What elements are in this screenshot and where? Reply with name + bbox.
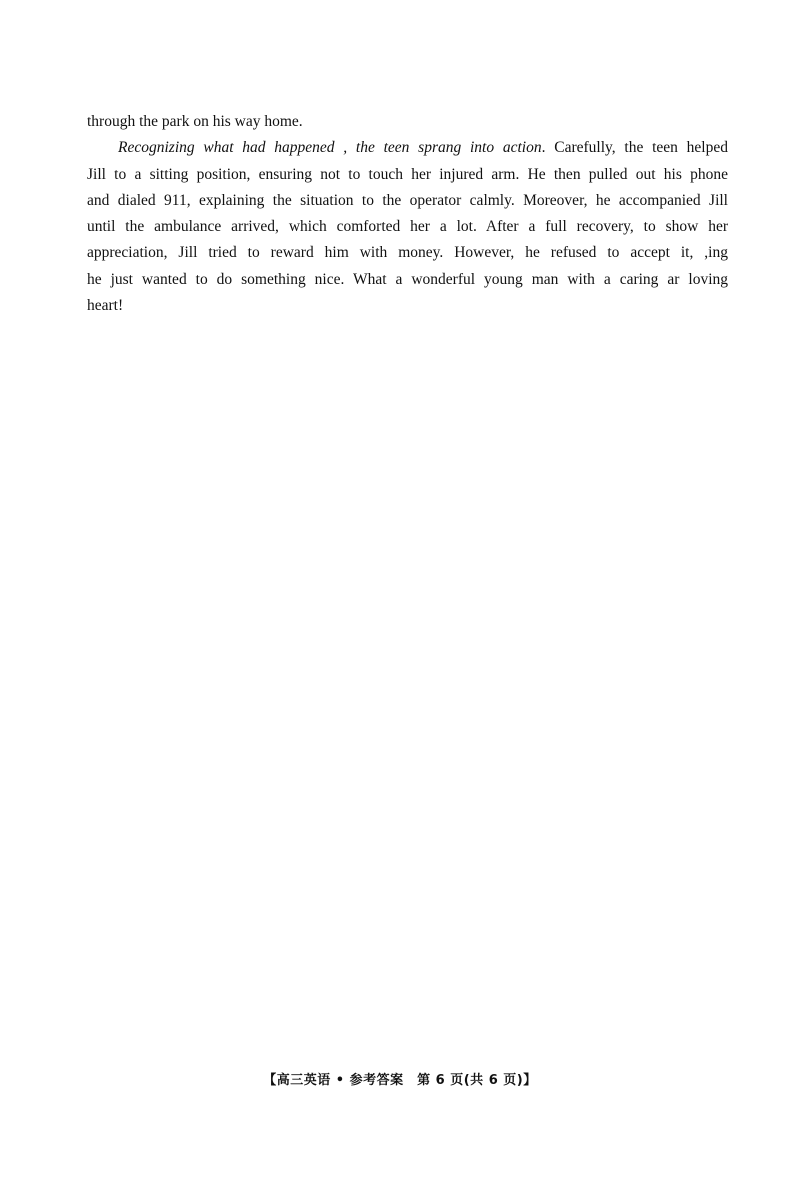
text-line-2-rest: . Carefully, the teen helped	[541, 139, 728, 157]
text-line-2	[87, 135, 728, 161]
text-line-8: heart!	[87, 297, 124, 315]
text-line-5: until the ambulance arrived, which comforted her a lot. After a full recovery, to show her	[87, 218, 728, 236]
text-line-1: through the park on his way home.	[87, 113, 303, 130]
text-line-3: Jill to a sitting position, ensuring not to touch her injured arm. He then pulled out his phone	[87, 165, 728, 183]
answer-text-block	[87, 109, 728, 319]
text-line-4: and dialed 911, explaining the situation to the operator calmly. Moreover, he accompanied Jill	[87, 191, 728, 209]
italic-sentence: Recognizing what had happened , the teen sprang into action	[118, 139, 542, 157]
text-line-7: he just wanted to do something nice. What a wonderful young man with a caring ar loving	[87, 270, 728, 288]
page-footer: 【高三英语 • 参考答案 第 6 页(共 6 页)】	[263, 1073, 537, 1088]
text-line-6: appreciation, Jill tried to reward him with money. However, he refused to accept it, ,ing	[87, 244, 728, 262]
